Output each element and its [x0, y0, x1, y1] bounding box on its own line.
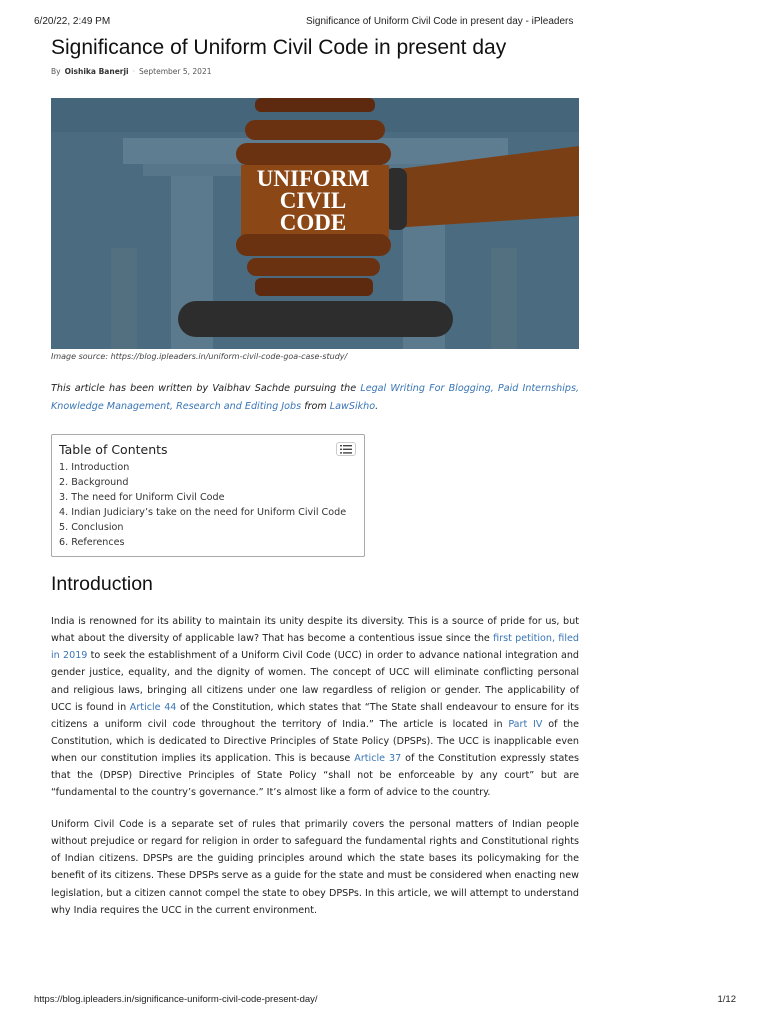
- hero-image: [51, 98, 579, 349]
- toc-toggle-button[interactable]: [336, 442, 356, 456]
- publish-date: September 5, 2021: [139, 67, 212, 76]
- hero-text-uniform: UNIFORM: [256, 166, 370, 191]
- intro-paragraph-1: [51, 613, 579, 801]
- p1-text-5: of the Constitution expressly states that the (DPSP) Directive Principles of State Policy “shall not be enforceable by any court” but are “fundamental to the country’s governance.” It’s almost like a form of advice to the country.: [51, 752, 579, 799]
- article: [51, 34, 579, 928]
- p1-text-1: India is renowned for its ability to maintain its unity despite its diversity. This is a source of pride for us, but what about the diversity of applicable law? That has become a contentious issue since the: [51, 616, 579, 645]
- toc-item-background[interactable]: 2. Background: [59, 477, 129, 488]
- byline-prefix: By: [51, 67, 61, 76]
- toc-item-conclusion[interactable]: 5. Conclusion: [59, 522, 124, 533]
- article-title: Significance of Uniform Civil Code in present day: [51, 36, 507, 59]
- author-note: [51, 380, 579, 416]
- list-icon: [340, 445, 352, 454]
- lawsikho-link[interactable]: LawSikho: [329, 401, 376, 412]
- print-datetime: 6/20/22, 2:49 PM: [34, 16, 111, 27]
- article-44-link[interactable]: Article 44: [129, 701, 177, 713]
- first-petition-link[interactable]: first petition, filed in 2019: [51, 633, 579, 662]
- p1-text-3: of the Constitution, which states that “The State shall endeavour to ensure for its citizens a uniform civil code throughout the territory of India.” The article is located in: [51, 701, 579, 730]
- image-caption: Image source: https://blog.ipleaders.in/uniform-civil-code-goa-case-study/: [51, 352, 348, 361]
- table-of-contents: [51, 434, 365, 557]
- toc-item-judiciary-take[interactable]: 4. Indian Judiciary’s take on the need for Uniform Civil Code: [59, 507, 347, 518]
- print-url: https://blog.ipleaders.in/significance-uniform-civil-code-present-day/: [34, 994, 318, 1005]
- page-number: 1/12: [717, 994, 736, 1005]
- toc-item-need-for-ucc[interactable]: 3. The need for Uniform Civil Code: [59, 492, 225, 503]
- toc-list: [59, 460, 357, 550]
- toc-title: Table of Contents: [59, 442, 168, 457]
- hero-text-code: CODE: [279, 210, 347, 235]
- p1-text-4: of the Constitution, which is dedicated to Directive Principles of State Policy (DPSPs). The UCC is inapplicable even when our constitution implies its application. This is because: [51, 718, 580, 764]
- print-footer: [34, 994, 736, 1005]
- toc-item-references[interactable]: 6. References: [59, 537, 125, 548]
- byline: [51, 67, 579, 76]
- article-37-link[interactable]: Article 37: [354, 752, 402, 764]
- section-heading-introduction: Introduction: [51, 573, 153, 595]
- p1-text-2: to seek the establishment of a Uniform Civil Code (UCC) in order to advance national integration and gender justice, equality, and the dignity of women. The concept of UCC will eliminate conflicting personal and religious laws, bringing all citizens under one law regardless of religion or gender. The applicability of UCC is found in: [51, 650, 579, 713]
- note-suffix: .: [375, 401, 379, 412]
- course-link[interactable]: Legal Writing For Blogging, Paid Internships, Knowledge Management, Research and Editing Jobs: [51, 383, 579, 412]
- intro-paragraph-2: Uniform Civil Code is a separate set of rules that primarily covers the personal matters of Indian people without prejudice or regard for religion in order to safeguard the fundamental rights and Constitutional rights of Indian citizens. DPSPs are the guiding principles around which the state bases its policymaking for the benefit of its citizens. These DPSPs serve as a guide for the state and must be considered when enacting new legislation, but a citizen cannot compel the state to obey DPSPs. In this article, we will attempt to understand why India requires the UCC in the current environment.: [51, 819, 580, 916]
- author-link[interactable]: Oishika Banerji: [64, 67, 129, 76]
- hero-text-civil: CIVIL: [279, 188, 347, 213]
- note-prefix: This article has been written by Vaibhav Sachde pursuing the: [51, 383, 361, 394]
- note-mid: from: [301, 401, 330, 412]
- part-iv-link[interactable]: Part IV: [508, 718, 543, 730]
- byline-separator: ·: [132, 67, 136, 76]
- toc-item-introduction[interactable]: 1. Introduction: [59, 462, 130, 473]
- print-page-title: Significance of Uniform Civil Code in present day - iPleaders: [306, 16, 574, 27]
